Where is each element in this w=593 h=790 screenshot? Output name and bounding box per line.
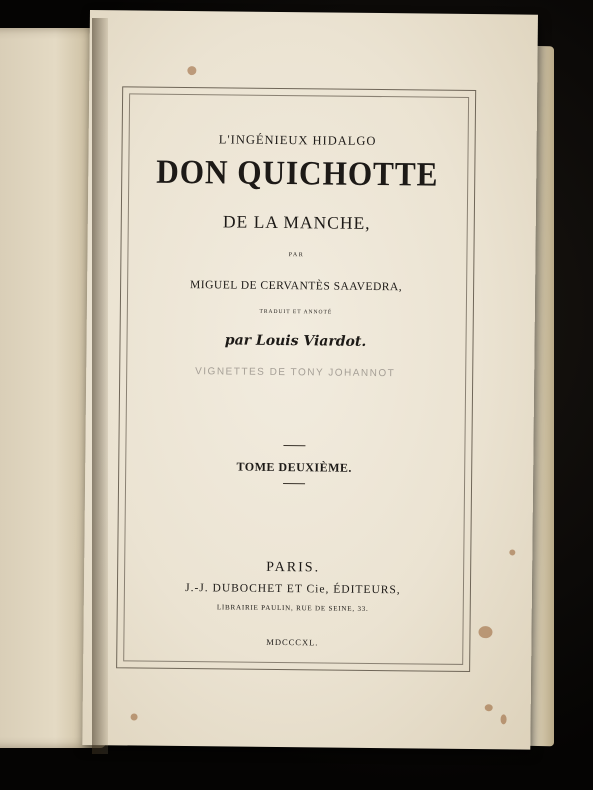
title-page — [82, 10, 538, 750]
pretitle: L'INGÉNIEUX HIDALGO — [218, 132, 377, 149]
foxing-spot — [509, 549, 515, 555]
foxing-spot — [501, 714, 507, 724]
foxing-spot — [187, 66, 196, 75]
book-gutter-shadow — [92, 18, 108, 754]
illustrator-credit: VIGNETTES DE TONY JOHANNOT — [195, 366, 396, 380]
by-label: PAR — [288, 252, 305, 259]
publisher-name: J.-J. DUBOCHET ET Cie, ÉDITEURS, — [185, 582, 401, 597]
title-text-block — [123, 93, 467, 663]
translated-label: TRADUIT ET ANNOTÉ — [259, 308, 333, 316]
book-title: DON QUICHOTTE — [155, 153, 439, 194]
volume-label: TOME DEUXIÈME. — [236, 459, 353, 475]
ornament-rule-bottom — [283, 483, 305, 484]
ornament-rule-top — [283, 445, 305, 446]
author-name: MIGUEL DE CERVANTÈS SAAVEDRA, — [190, 279, 403, 294]
publication-year: MDCCCXL. — [266, 636, 319, 648]
publication-city: PARIS. — [266, 559, 321, 576]
foxing-spot — [478, 626, 492, 638]
book-subtitle: DE LA MANCHE, — [222, 211, 371, 233]
foxing-spot — [131, 713, 138, 720]
foxing-spot — [485, 704, 493, 711]
publisher-address: LIBRAIRIE PAULIN, RUE DE SEINE, 33. — [216, 603, 369, 613]
translator-name: par Louis Viardot. — [224, 332, 367, 350]
